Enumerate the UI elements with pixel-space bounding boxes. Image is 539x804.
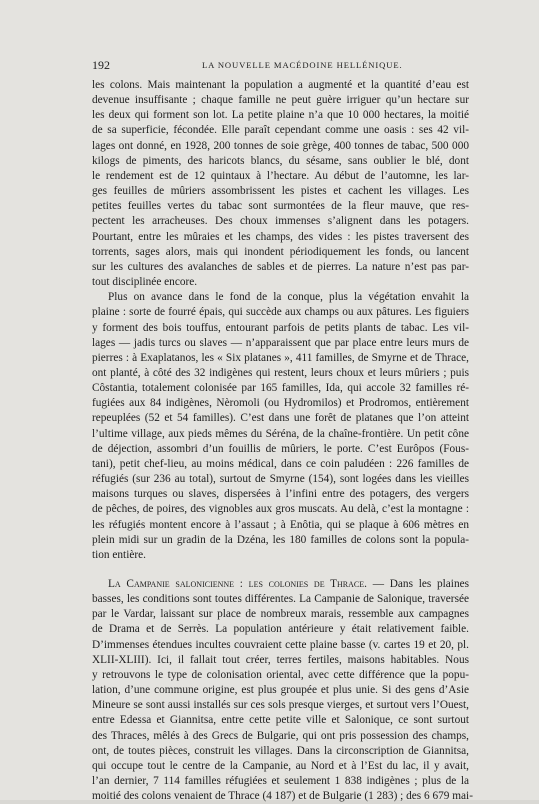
- page-number: 192: [92, 58, 110, 72]
- text-line: maisons turques ou slaves, dispersées à l’infini entre des potagers, des vergers: [92, 488, 469, 501]
- text-line: ont planté, à côté des 32 indigènes qui restent, leurs choux et leurs mûriers ; puis: [92, 366, 469, 379]
- text-line: lages — jadis turcs ou slaves — n’apparaissent que par place entre leurs murs de: [92, 336, 469, 349]
- text-line: y retrouvons le type de colonisation oriental, avec cette différence que la popu-: [92, 668, 469, 681]
- text-line: sur les cultures des avalanches de sables et de pierres. La nature n’est pas par-: [92, 260, 469, 273]
- text-line: par le Vardar, laissant sur place de nombreux marais, ressemble aux campagnes: [92, 608, 469, 621]
- body-text: [92, 78, 473, 804]
- text-line: repeuplées (52 et 54 familles). C’est dans une forêt de platanes que l’on atteint: [92, 412, 469, 425]
- text-line: entre Edessa et Giannitsa, entre cette petite ville et Salonique, ce sont surtout: [92, 714, 469, 727]
- text-line: pierres : à Exaplatanos, les « Six platanes », 411 familles, de Smyrne et de Thrace,: [92, 351, 469, 364]
- section-spacer: [92, 563, 469, 577]
- text-line: Pourtant, entre les mûraies et les champs, des vides : les pistes traversent des: [92, 230, 469, 243]
- text-line: l’ultime village, aux pieds mêmes du Séréna, de la chaîne-frontière. Un petit cône: [92, 427, 469, 440]
- text-line: de pêches, de poires, des vignobles aux gros muscats. Au delà, c’est la montagne :: [92, 503, 469, 516]
- text-line: les colons. Mais maintenant la population a augmenté et la quantité d’eau est: [92, 79, 469, 91]
- paragraph-conque: [92, 290, 469, 563]
- section-first-line: [92, 577, 469, 592]
- text-line: Côstantia, totalement colonisée par 165 familles, Ida, qui accole 32 familles ré-: [92, 382, 469, 395]
- running-title: LA NOUVELLE MACÉDOINE HELLÉNIQUE.: [202, 60, 403, 70]
- text-line: y forment des bois touffus, entourant parfois de petits plants de tabac. Les vil-: [92, 321, 469, 334]
- section-campanie: [92, 577, 473, 804]
- text-line: kilogs de piments, des haricots blancs, du sésame, sans oublier le blé, dont: [92, 154, 469, 167]
- text-line: de déjection, assombri d’un fouillis de mûriers, le porte. C’est Eurôpos (Fous-: [92, 442, 469, 455]
- text-line: les deux qui forment son lot. La petite plaine n’a que 10 000 hectares, la moitié: [92, 109, 469, 122]
- text-line: de sa superficie, fécondée. Elle paraît cependant comme une oasis : ses 42 vil-: [92, 124, 469, 137]
- text-line: basses, les conditions sont toutes différentes. La Campanie de Salonique, traversée: [92, 593, 469, 606]
- text-line: plein midi sur un gradin de la Dzéna, les 180 familles de colons sont la popula-: [92, 533, 469, 546]
- text-line: petites feuilles vertes du tabac sont surmontées de la fleur mauve, que res-: [92, 200, 469, 213]
- section-heading: La Campanie salonicienne : les colonies de Thrace.: [108, 578, 367, 590]
- text-line: les réfugiés montent encore à l’assaut ; à Enôtia, qui se plaque à 606 mètres en: [92, 518, 469, 531]
- text-line: Mineure se sont aussi installés sur ces sols presque vierges, et surtout vers l’Ouest,: [92, 699, 469, 712]
- text-line: lages ont donné, en 1928, 200 tonnes de soie grège, 400 tonnes de tabac, 500 000: [92, 139, 469, 152]
- text-line: D’immenses étendues incultes couvraient cette plaine basse (v. cartes 19 et 20, pl.: [92, 638, 469, 651]
- text-line: pectent les arracheuses. Des choux immenses s’alignent dans les potagers.: [92, 215, 469, 228]
- page-header: [92, 58, 469, 74]
- text-line: moitié des colons venaient de Thrace (4 187) et de Bulgarie (1 283) ; des 6 679 mai-: [92, 790, 473, 803]
- text-line: qui occupe tout le centre de la Campanie, au Nord et à l’Est du lac, il y avait,: [92, 759, 469, 772]
- text-line: des Thraces, mêlés à des Grecs de Bulgarie, qui ont pris possession des champs,: [92, 729, 469, 742]
- text-line: XLII-XLIII). Ici, il fallait tout créer, terres fertiles, maisons habitables. Nous: [92, 653, 469, 666]
- text-line: fugiées aux 84 indigènes, Nèromoli (ou Hydromilos) et Prodromos, entièrement: [92, 397, 469, 410]
- text-line: tout disciplinée encore.: [92, 276, 198, 289]
- text-line: tani), petit chef-lieu, au moins médical, dans ce coin paludéen : 226 familles de: [92, 457, 469, 470]
- text-line: plaine : sorte de fourré épais, qui succède aux champs ou aux pâtures. Les figuiers: [92, 306, 469, 319]
- text-line: ges feuilles de mûriers assombrissent les pistes et cachent les villages. Les: [92, 185, 469, 198]
- text-line: de Drama et de Serrès. La population antérieure y était relativement faible.: [92, 623, 469, 636]
- text-line: tion entière.: [92, 548, 146, 561]
- text-line: torrents, sages alors, mais qui inondent périodiquement les fonds, ou lancent: [92, 245, 469, 258]
- text-line: Plus on avance dans le fond de la conque, plus la végétation envahit la: [108, 291, 469, 304]
- section-heading-continuation: — Dans les plaines: [366, 578, 470, 590]
- paragraph-oasis: [92, 78, 469, 290]
- text-line: l’an dernier, 7 114 familles réfugiées et seulement 1 838 indigènes ; plus de la: [92, 775, 469, 788]
- text-line: ont, de toutes pièces, construit les villages. Dans la circonscription de Giannitsa,: [92, 744, 469, 757]
- text-line: réfugiés (sur 236 au total), surtout de Smyrne (154), sont logées dans les vieilles: [92, 473, 469, 486]
- text-line: lation, d’une commune origine, est plus groupée et plus unie. Si des gens d’Asie: [92, 684, 469, 697]
- text-line: le rendement est de 12 quintaux à l’hectare. Au début de l’automne, les lar-: [92, 169, 469, 182]
- text-line: devenue insuffisante ; chaque famille ne peut guère irriguer qu’un hectare sur: [92, 94, 469, 107]
